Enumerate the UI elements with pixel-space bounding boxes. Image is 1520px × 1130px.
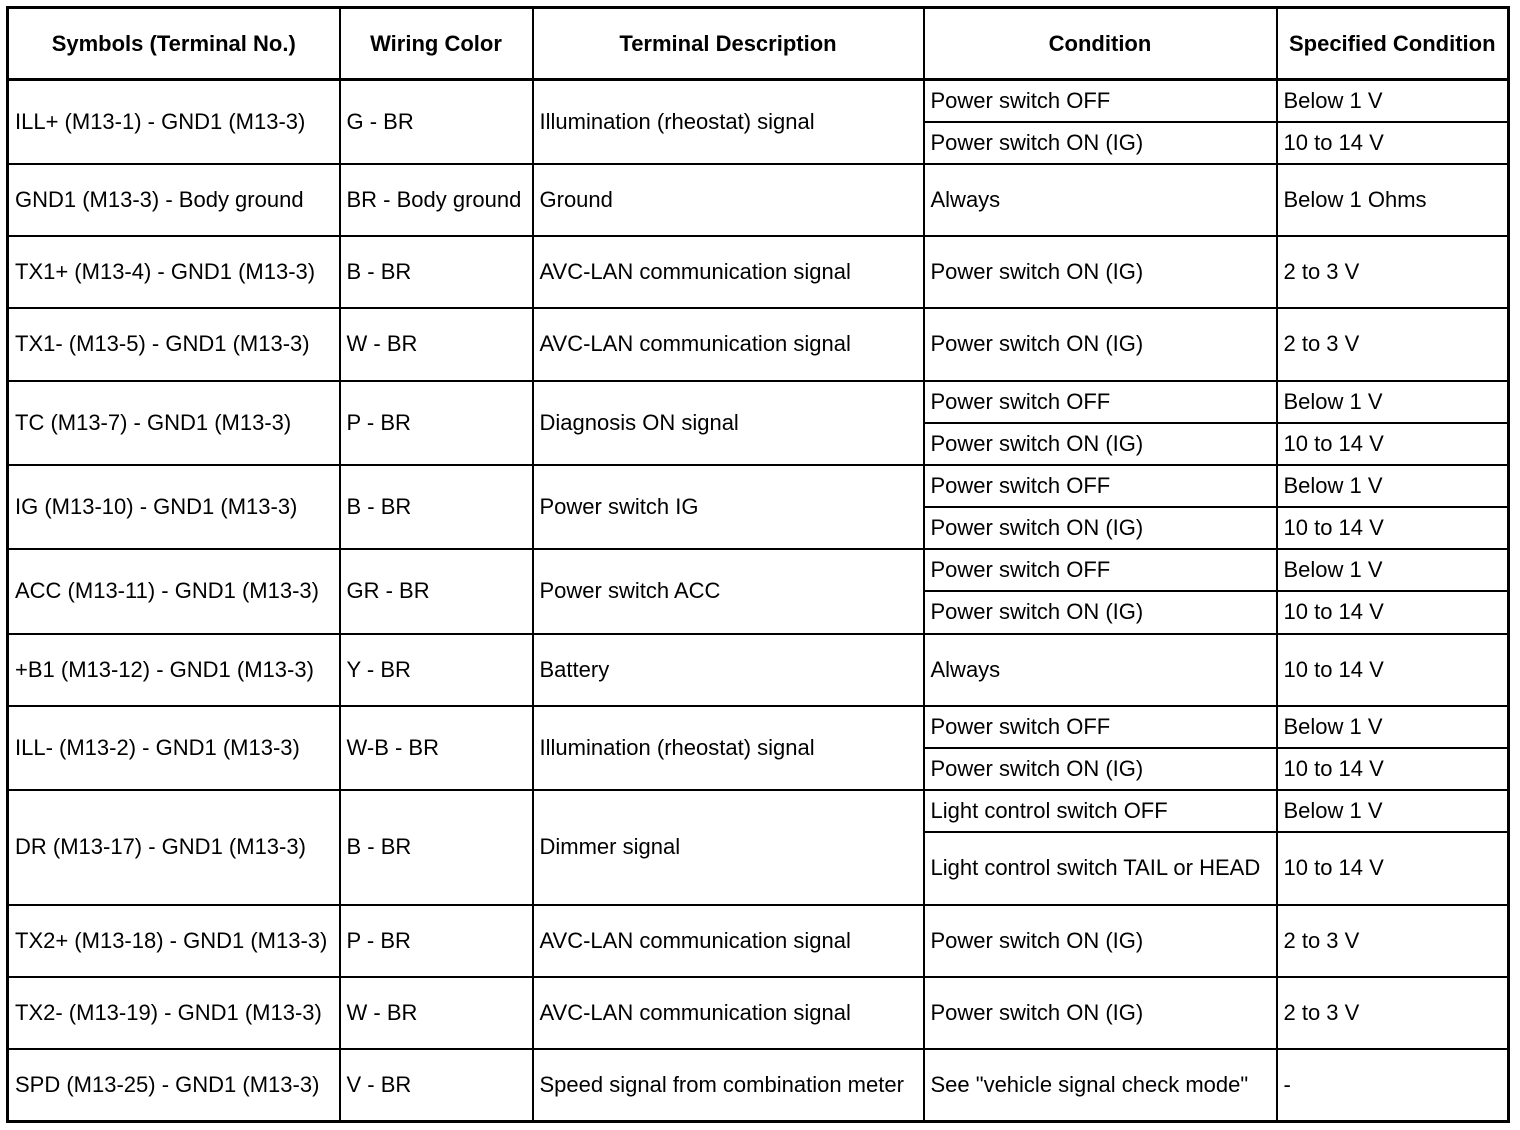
specified-condition-cell: 2 to 3 V — [1277, 905, 1509, 977]
condition-cell: Power switch ON (IG) — [924, 905, 1277, 977]
wiring-color-cell: GR - BR — [340, 549, 533, 633]
condition-cell: Power switch OFF — [924, 549, 1277, 591]
wiring-color-cell: BR - Body ground — [340, 164, 533, 236]
condition-cell: Power switch ON (IG) — [924, 122, 1277, 164]
terminal-description-cell: AVC-LAN communication signal — [533, 236, 924, 308]
table-row — [8, 977, 1509, 1049]
condition-cell: Light control switch OFF — [924, 790, 1277, 832]
specified-condition-cell: 10 to 14 V — [1277, 832, 1509, 904]
table-row — [8, 634, 1509, 706]
condition-cell: Power switch ON (IG) — [924, 236, 1277, 308]
specified-condition-cell: Below 1 V — [1277, 790, 1509, 832]
terminal-description-cell: Illumination (rheostat) signal — [533, 80, 924, 164]
header-terminal-description: Terminal Description — [533, 8, 924, 80]
condition-cell: Power switch ON (IG) — [924, 977, 1277, 1049]
condition-cell: Power switch OFF — [924, 381, 1277, 423]
condition-cell: Always — [924, 634, 1277, 706]
symbol-cell: IG (M13-10) - GND1 (M13-3) — [8, 465, 340, 549]
condition-cell: Power switch ON (IG) — [924, 423, 1277, 465]
terminal-description-cell: Dimmer signal — [533, 790, 924, 904]
specified-condition-cell: 10 to 14 V — [1277, 591, 1509, 633]
table-row — [8, 465, 1509, 507]
terminal-description-cell: Battery — [533, 634, 924, 706]
wiring-color-cell: P - BR — [340, 381, 533, 465]
condition-cell: Power switch OFF — [924, 465, 1277, 507]
wiring-color-cell: V - BR — [340, 1049, 533, 1121]
specified-condition-cell: Below 1 V — [1277, 381, 1509, 423]
wiring-color-cell: G - BR — [340, 80, 533, 164]
terminal-description-cell: Diagnosis ON signal — [533, 381, 924, 465]
header-wiring-color: Wiring Color — [340, 8, 533, 80]
table-row — [8, 308, 1509, 380]
specified-condition-cell: Below 1 Ohms — [1277, 164, 1509, 236]
wiring-color-cell: B - BR — [340, 790, 533, 904]
terminal-description-cell: AVC-LAN communication signal — [533, 905, 924, 977]
symbol-cell: ACC (M13-11) - GND1 (M13-3) — [8, 549, 340, 633]
specified-condition-cell: Below 1 V — [1277, 549, 1509, 591]
table-row — [8, 790, 1509, 832]
condition-cell: Always — [924, 164, 1277, 236]
table-row — [8, 80, 1509, 122]
terminal-description-cell: AVC-LAN communication signal — [533, 308, 924, 380]
wiring-color-cell: W - BR — [340, 308, 533, 380]
condition-cell: Light control switch TAIL or HEAD — [924, 832, 1277, 904]
symbol-cell: SPD (M13-25) - GND1 (M13-3) — [8, 1049, 340, 1121]
wiring-color-cell: W - BR — [340, 977, 533, 1049]
wiring-color-cell: B - BR — [340, 236, 533, 308]
condition-cell: Power switch ON (IG) — [924, 308, 1277, 380]
condition-cell: Power switch ON (IG) — [924, 507, 1277, 549]
symbol-cell: TX2- (M13-19) - GND1 (M13-3) — [8, 977, 340, 1049]
specified-condition-cell: 2 to 3 V — [1277, 977, 1509, 1049]
wiring-color-cell: W-B - BR — [340, 706, 533, 790]
specified-condition-cell: 10 to 14 V — [1277, 423, 1509, 465]
specified-condition-cell: 10 to 14 V — [1277, 748, 1509, 790]
header-symbols: Symbols (Terminal No.) — [8, 8, 340, 80]
symbol-cell: TC (M13-7) - GND1 (M13-3) — [8, 381, 340, 465]
specified-condition-cell: Below 1 V — [1277, 465, 1509, 507]
table-row — [8, 905, 1509, 977]
symbol-cell: TX1+ (M13-4) - GND1 (M13-3) — [8, 236, 340, 308]
symbol-cell: DR (M13-17) - GND1 (M13-3) — [8, 790, 340, 904]
table-row — [8, 164, 1509, 236]
terminal-description-cell: Power switch IG — [533, 465, 924, 549]
wiring-color-cell: Y - BR — [340, 634, 533, 706]
table-body — [8, 80, 1509, 1122]
header-specified-condition: Specified Condition — [1277, 8, 1509, 80]
symbol-cell: +B1 (M13-12) - GND1 (M13-3) — [8, 634, 340, 706]
symbol-cell: TX2+ (M13-18) - GND1 (M13-3) — [8, 905, 340, 977]
table-row — [8, 549, 1509, 591]
symbol-cell: GND1 (M13-3) - Body ground — [8, 164, 340, 236]
symbol-cell: ILL- (M13-2) - GND1 (M13-3) — [8, 706, 340, 790]
specified-condition-cell: - — [1277, 1049, 1509, 1121]
wiring-color-cell: B - BR — [340, 465, 533, 549]
specified-condition-cell: 10 to 14 V — [1277, 122, 1509, 164]
symbol-cell: ILL+ (M13-1) - GND1 (M13-3) — [8, 80, 340, 164]
specified-condition-cell: 2 to 3 V — [1277, 236, 1509, 308]
specified-condition-cell: Below 1 V — [1277, 80, 1509, 122]
table-row — [8, 381, 1509, 423]
header-condition: Condition — [924, 8, 1277, 80]
terminal-description-cell: Illumination (rheostat) signal — [533, 706, 924, 790]
condition-cell: Power switch OFF — [924, 706, 1277, 748]
wiring-color-cell: P - BR — [340, 905, 533, 977]
specified-condition-cell: 2 to 3 V — [1277, 308, 1509, 380]
terminal-description-cell: Power switch ACC — [533, 549, 924, 633]
table-row — [8, 236, 1509, 308]
terminal-description-cell: Speed signal from combination meter — [533, 1049, 924, 1121]
table-row — [8, 1049, 1509, 1121]
symbol-cell: TX1- (M13-5) - GND1 (M13-3) — [8, 308, 340, 380]
terminal-description-cell: Ground — [533, 164, 924, 236]
condition-cell: Power switch OFF — [924, 80, 1277, 122]
condition-cell: Power switch ON (IG) — [924, 748, 1277, 790]
specified-condition-cell: Below 1 V — [1277, 706, 1509, 748]
table-row — [8, 706, 1509, 748]
condition-cell: Power switch ON (IG) — [924, 591, 1277, 633]
table-header-row — [8, 8, 1509, 80]
specified-condition-cell: 10 to 14 V — [1277, 507, 1509, 549]
terminal-description-cell: AVC-LAN communication signal — [533, 977, 924, 1049]
terminal-inspection-table — [6, 6, 1510, 1123]
specified-condition-cell: 10 to 14 V — [1277, 634, 1509, 706]
condition-cell: See "vehicle signal check mode" — [924, 1049, 1277, 1121]
